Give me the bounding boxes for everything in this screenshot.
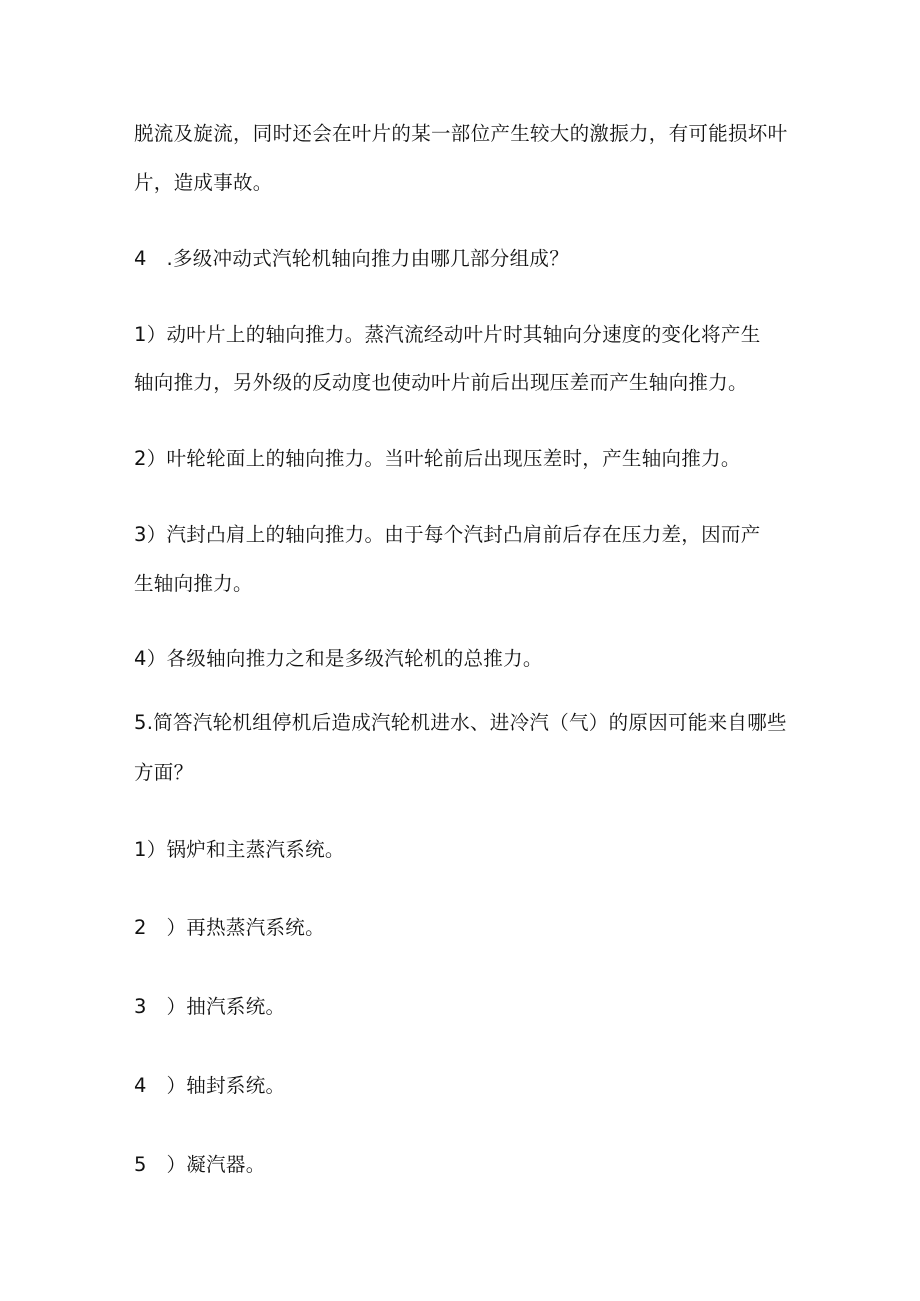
question-heading: 4 .多级冲动式汽轮机轴向推力由哪几部分组成？ — [134, 247, 570, 270]
list-item: 2 ）再热蒸汽系统。 — [134, 916, 325, 939]
paragraph-line: 脱流及旋流，同时还会在叶片的某一部位产生较大的激振力，有可能损坏叶 — [134, 122, 788, 145]
list-item: 1）锅炉和主蒸汽系统。 — [134, 838, 345, 861]
list-item: 2）叶轮轮面上的轴向推力。当叶轮前后出现压差时，产生轴向推力。 — [134, 447, 741, 470]
list-item: 1）动叶片上的轴向推力。蒸汽流经动叶片时其轴向分速度的变化将产生 — [134, 323, 761, 346]
question-heading-continuation: 方面？ — [134, 761, 194, 784]
question-heading: 5.简答汽轮机组停机后造成汽轮机进水、进冷汽（气）的原因可能来自哪些 — [134, 711, 787, 734]
list-item: 3 ）抽汽系统。 — [134, 995, 286, 1018]
list-item: 4 ）轴封系统。 — [134, 1074, 286, 1097]
list-item-continuation: 轴向推力，另外级的反动度也使动叶片前后出现压差而产生轴向推力。 — [134, 371, 748, 394]
list-item: 5 ）凝汽器。 — [134, 1153, 266, 1176]
list-item: 3）汽封凸肩上的轴向推力。由于每个汽封凸肩前后存在压力差，因而产 — [134, 523, 761, 546]
paragraph-line: 片，造成事故。 — [134, 171, 273, 194]
list-item: 4）各级轴向推力之和是多级汽轮机的总推力。 — [134, 647, 543, 670]
list-item-continuation: 生轴向推力。 — [134, 572, 253, 595]
